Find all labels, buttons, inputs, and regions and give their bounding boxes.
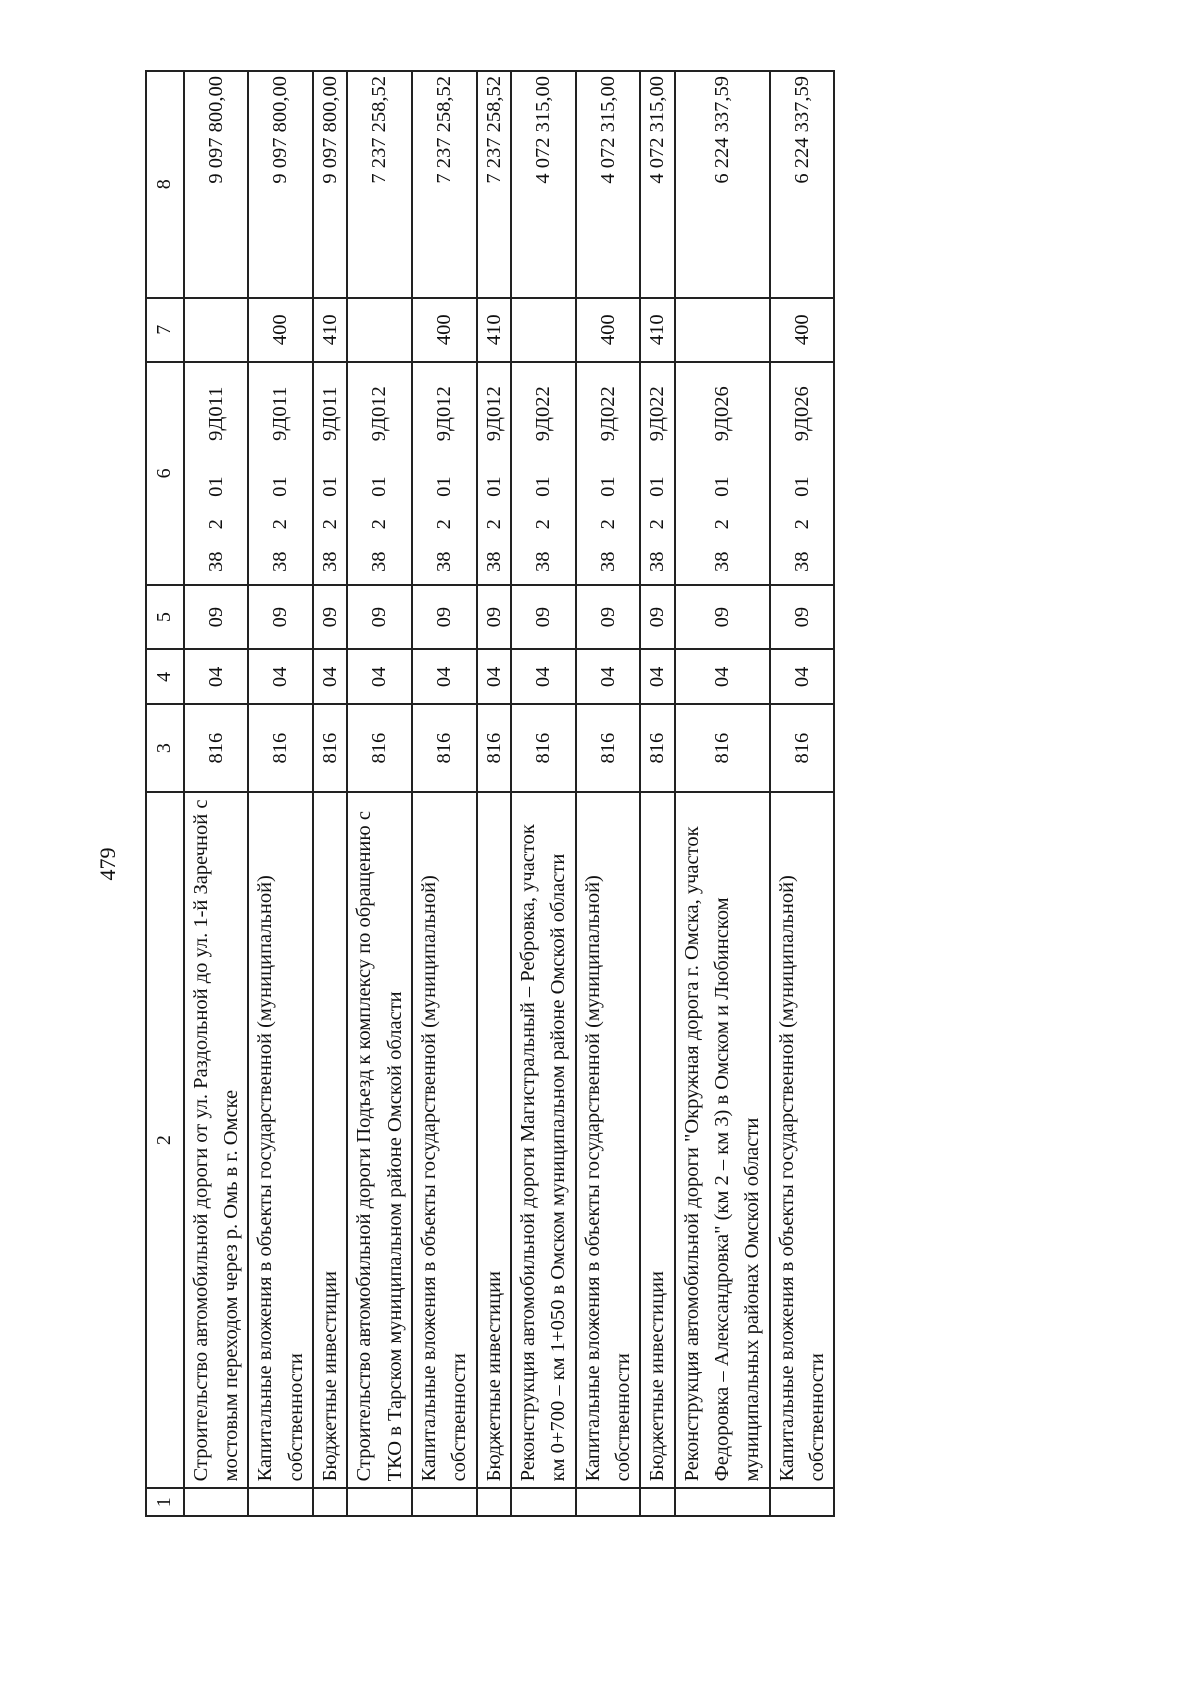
target-article-cell [675, 362, 770, 585]
section-code-cell: 04 [248, 649, 313, 704]
row-name-cell: Капитальные вложения в объекты государственной (муниципальной) собственности [576, 792, 641, 1489]
budget-sheet [145, 70, 1065, 1517]
target-article-code [364, 363, 394, 584]
ministry-code-cell: 816 [313, 704, 347, 791]
target-article-part-3: 01 [646, 476, 669, 497]
row-index-cell [477, 1488, 511, 1516]
expense-type-cell [184, 298, 249, 362]
row-index-cell [511, 1488, 576, 1516]
target-article-part-4: 9Д012 [482, 386, 505, 442]
row-index-cell [770, 1488, 835, 1516]
section-code-cell: 04 [347, 649, 412, 704]
target-article-code [479, 363, 509, 584]
target-article-part-3: 01 [482, 476, 505, 497]
target-article-part-4: 9Д012 [433, 386, 456, 442]
target-article-part-4: 9Д011 [318, 386, 341, 441]
subsection-code-cell: 09 [412, 585, 477, 649]
row-index-cell [347, 1488, 412, 1516]
subsection-code-cell: 09 [248, 585, 313, 649]
target-article-part-3: 01 [318, 476, 341, 497]
ministry-code-cell: 816 [576, 704, 641, 791]
column-number-4: 4 [146, 649, 184, 704]
target-article-part-2: 2 [710, 519, 733, 530]
column-number-row [146, 71, 184, 1516]
target-article-part-2: 2 [433, 519, 456, 530]
table-row [675, 71, 770, 1516]
section-code-cell: 04 [313, 649, 347, 704]
target-article-part-3: 01 [710, 476, 733, 497]
target-article-cell [511, 362, 576, 585]
row-index-cell [576, 1488, 641, 1516]
subsection-code-cell: 09 [770, 585, 835, 649]
budget-table [145, 70, 835, 1517]
target-article-part-1: 38 [433, 551, 456, 573]
column-number-7: 7 [146, 298, 184, 362]
column-number-3: 3 [146, 704, 184, 791]
target-article-part-3: 01 [596, 476, 619, 497]
target-article-part-1: 38 [646, 551, 669, 573]
subsection-code-cell: 09 [640, 585, 674, 649]
target-article-cell [770, 362, 835, 585]
column-number-5: 5 [146, 585, 184, 649]
expense-type-cell: 400 [770, 298, 835, 362]
target-article-part-1: 38 [318, 551, 341, 573]
target-article-part-3: 01 [790, 476, 813, 497]
target-article-part-4: 9Д026 [790, 386, 813, 442]
target-article-part-1: 38 [790, 551, 813, 573]
target-article-part-2: 2 [482, 519, 505, 530]
target-article-part-4: 9Д022 [532, 386, 555, 442]
target-article-part-2: 2 [532, 519, 555, 530]
row-index-cell [184, 1488, 249, 1516]
column-number-1: 1 [146, 1488, 184, 1516]
row-name-cell: Строительство автомобильной дороги Подъезд к комплексу по обращению с ТКО в Тарском муниципальном районе Омской области [347, 792, 412, 1489]
target-article-part-2: 2 [368, 519, 391, 530]
expense-type-cell: 410 [313, 298, 347, 362]
target-article-part-1: 38 [532, 551, 555, 573]
subsection-code-cell: 09 [347, 585, 412, 649]
amount-cell: 4 072 315,00 [640, 71, 674, 298]
expense-type-cell [347, 298, 412, 362]
target-article-part-2: 2 [646, 519, 669, 530]
column-number-6: 6 [146, 362, 184, 585]
table-row [347, 71, 412, 1516]
section-code-cell: 04 [675, 649, 770, 704]
row-name-cell: Бюджетные инвестиции [313, 792, 347, 1489]
target-article-code [315, 363, 345, 584]
ministry-code-cell: 816 [248, 704, 313, 791]
table-row [313, 71, 347, 1516]
expense-type-cell: 400 [248, 298, 313, 362]
target-article-code [201, 363, 231, 584]
page-number: 479 [95, 847, 120, 881]
ministry-code-cell: 816 [770, 704, 835, 791]
row-name-cell: Бюджетные инвестиции [477, 792, 511, 1489]
subsection-code-cell: 09 [184, 585, 249, 649]
target-article-code [707, 363, 737, 584]
target-article-part-2: 2 [269, 519, 292, 530]
ministry-code-cell: 816 [477, 704, 511, 791]
amount-cell: 4 072 315,00 [576, 71, 641, 298]
ministry-code-cell: 816 [412, 704, 477, 791]
target-article-code [787, 363, 817, 584]
expense-type-cell: 410 [477, 298, 511, 362]
expense-type-cell: 400 [576, 298, 641, 362]
row-name-cell: Капитальные вложения в объекты государственной (муниципальной) собственности [412, 792, 477, 1489]
target-article-part-2: 2 [596, 519, 619, 530]
ministry-code-cell: 816 [184, 704, 249, 791]
target-article-code [528, 363, 558, 584]
target-article-part-3: 01 [204, 476, 227, 497]
ministry-code-cell: 816 [511, 704, 576, 791]
target-article-part-1: 38 [269, 551, 292, 573]
target-article-part-1: 38 [368, 551, 391, 573]
target-article-cell [347, 362, 412, 585]
row-name-cell: Капитальные вложения в объекты государственной (муниципальной) собственности [248, 792, 313, 1489]
subsection-code-cell: 09 [313, 585, 347, 649]
section-code-cell: 04 [412, 649, 477, 704]
target-article-code [429, 363, 459, 584]
row-index-cell [640, 1488, 674, 1516]
target-article-cell [477, 362, 511, 585]
target-article-part-2: 2 [790, 519, 813, 530]
target-article-part-2: 2 [318, 519, 341, 530]
target-article-part-1: 38 [710, 551, 733, 573]
target-article-code [642, 363, 672, 584]
column-number-2: 2 [146, 792, 184, 1489]
row-name-cell: Бюджетные инвестиции [640, 792, 674, 1489]
table-row [184, 71, 249, 1516]
row-index-cell [412, 1488, 477, 1516]
amount-cell: 9 097 800,00 [184, 71, 249, 298]
target-article-code [593, 363, 623, 584]
row-name-cell: Реконструкция автомобильной дороги "Окружная дорога г. Омска, участок Федоровка – Александровка" (км 2 – км 3) в Омском и Любинском муниципальных районах Омской области [675, 792, 770, 1489]
target-article-part-4: 9Д026 [710, 386, 733, 442]
target-article-code [265, 363, 295, 584]
target-article-part-3: 01 [368, 476, 391, 497]
target-article-cell [248, 362, 313, 585]
expense-type-cell [511, 298, 576, 362]
amount-cell: 7 237 258,52 [412, 71, 477, 298]
target-article-part-4: 9Д012 [368, 386, 391, 442]
row-name-cell: Капитальные вложения в объекты государственной (муниципальной) собственности [770, 792, 835, 1489]
target-article-cell [184, 362, 249, 585]
target-article-part-1: 38 [482, 551, 505, 573]
target-article-cell [576, 362, 641, 585]
row-index-cell [313, 1488, 347, 1516]
table-row [477, 71, 511, 1516]
expense-type-cell: 410 [640, 298, 674, 362]
section-code-cell: 04 [770, 649, 835, 704]
subsection-code-cell: 09 [675, 585, 770, 649]
subsection-code-cell: 09 [576, 585, 641, 649]
amount-cell: 7 237 258,52 [477, 71, 511, 298]
target-article-part-2: 2 [204, 519, 227, 530]
table-row [511, 71, 576, 1516]
amount-cell: 6 224 337,59 [675, 71, 770, 298]
target-article-part-4: 9Д011 [269, 386, 292, 441]
amount-cell: 7 237 258,52 [347, 71, 412, 298]
row-name-cell: Реконструкция автомобильной дороги Магистральный – Ребровка, участок км 0+700 – км 1+050 в Омском муниципальном районе Омской области [511, 792, 576, 1489]
column-number-8: 8 [146, 71, 184, 298]
expense-type-cell: 400 [412, 298, 477, 362]
table-row [640, 71, 674, 1516]
table-row [576, 71, 641, 1516]
expense-type-cell [675, 298, 770, 362]
table-row [412, 71, 477, 1516]
section-code-cell: 04 [511, 649, 576, 704]
target-article-cell [412, 362, 477, 585]
section-code-cell: 04 [184, 649, 249, 704]
amount-cell: 9 097 800,00 [248, 71, 313, 298]
target-article-part-4: 9Д022 [646, 386, 669, 442]
target-article-part-3: 01 [433, 476, 456, 497]
target-article-part-3: 01 [532, 476, 555, 497]
target-article-cell [313, 362, 347, 585]
target-article-part-4: 9Д011 [204, 386, 227, 441]
row-index-cell [248, 1488, 313, 1516]
amount-cell: 4 072 315,00 [511, 71, 576, 298]
row-name-cell: Строительство автомобильной дороги от ул. Раздольной до ул. 1-й Заречной с мостовым переходом через р. Омь в г. Омске [184, 792, 249, 1489]
section-code-cell: 04 [477, 649, 511, 704]
amount-cell: 9 097 800,00 [313, 71, 347, 298]
ministry-code-cell: 816 [675, 704, 770, 791]
target-article-part-3: 01 [269, 476, 292, 497]
ministry-code-cell: 816 [640, 704, 674, 791]
target-article-part-1: 38 [204, 551, 227, 573]
subsection-code-cell: 09 [477, 585, 511, 649]
target-article-part-4: 9Д022 [596, 386, 619, 442]
section-code-cell: 04 [640, 649, 674, 704]
row-index-cell [675, 1488, 770, 1516]
target-article-part-1: 38 [596, 551, 619, 573]
table-row [248, 71, 313, 1516]
ministry-code-cell: 816 [347, 704, 412, 791]
subsection-code-cell: 09 [511, 585, 576, 649]
section-code-cell: 04 [576, 649, 641, 704]
target-article-cell [640, 362, 674, 585]
amount-cell: 6 224 337,59 [770, 71, 835, 298]
table-row [770, 71, 835, 1516]
